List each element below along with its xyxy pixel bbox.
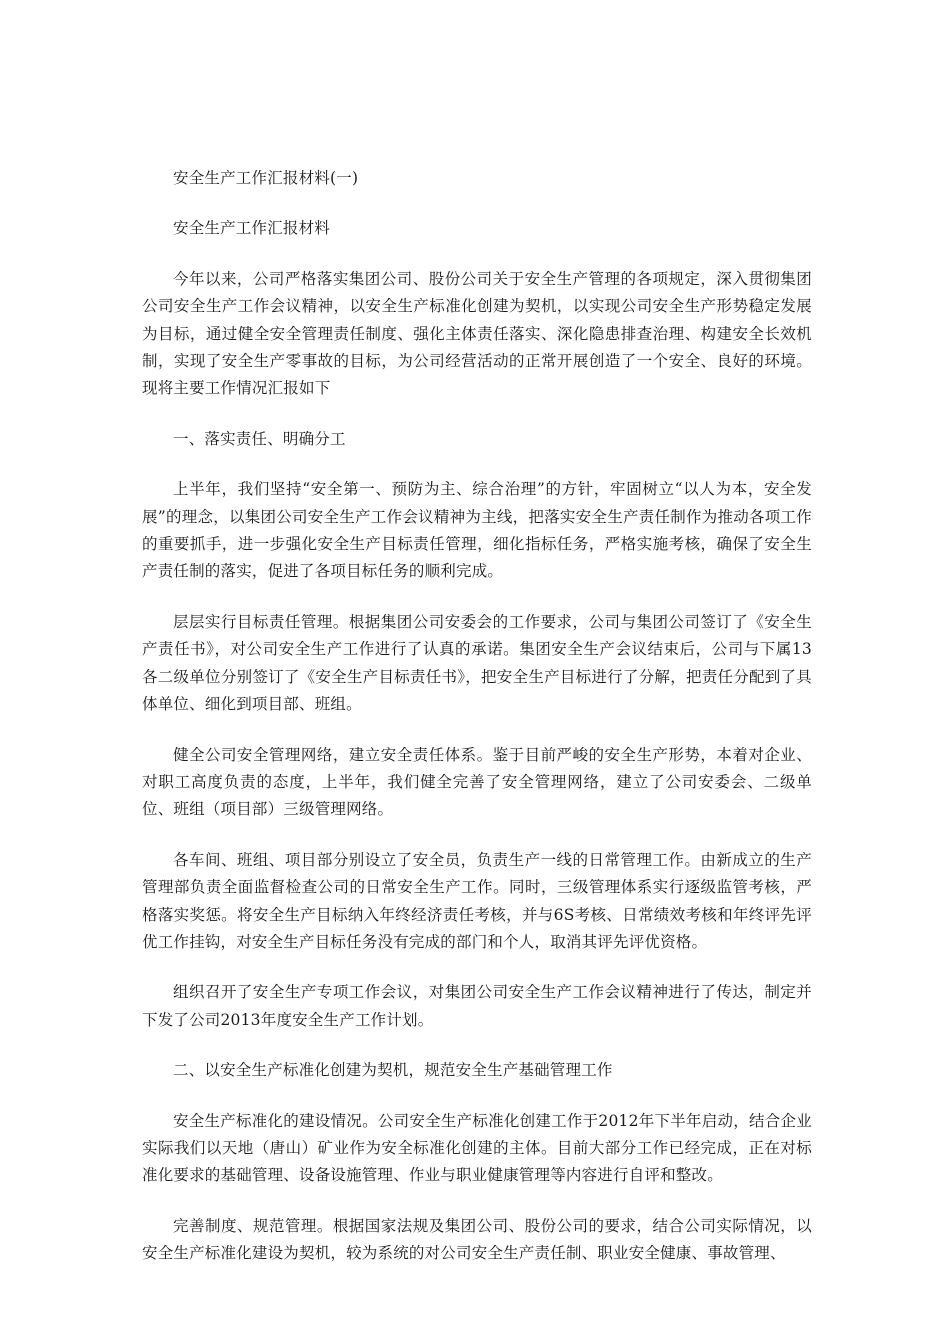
document-page — [142, 165, 812, 1268]
paragraph-safety-officers: 各车间、班组、项目部分别设立了安全员，负责生产一线的日常管理工作。由新成立的生产管理部负责全面监督检查公司的日常安全生产工作。同时，三级管理体系实行逐级监管考核，严格落实奖惩。将安全生产目标纳入年终经济责任考核，并与6S考核、日常绩效考核和年终评先评优工作挂钩，对安全生产目标任务没有完成的部门和个人，取消其评先评优资格。 — [142, 850, 812, 951]
paragraph-safety-network: 健全公司安全管理网络，建立安全责任体系。鉴于目前严峻的安全生产形势，本着对企业、对职工高度负责的态度，上半年，我们健全完善了安全管理网络，建立了公司安委会、二级单位、班组（项目部）三级管理网络。 — [142, 745, 812, 819]
paragraph-special-meeting: 组织召开了安全生产专项工作会议，对集团公司安全生产工作会议精神进行了传达，制定并下发了公司2013年度安全生产工作计划。 — [142, 983, 812, 1029]
document-subtitle: 安全生产工作汇报材料 — [173, 219, 331, 238]
section-heading-2: 二、以安全生产标准化创建为契机，规范安全生产基础管理工作 — [173, 1061, 613, 1080]
paragraph-improve-system: 完善制度、规范管理。根据国家法规及集团公司、股份公司的要求，结合公司实际情况，以安全生产标准化建设为契机，较为系统的对公司安全生产责任制、职业安全健康、事故管理、 — [142, 1216, 812, 1263]
document-title: 安全生产工作汇报材料(一) — [173, 169, 359, 187]
paragraph-target-responsibility: 层层实行目标责任管理。根据集团公司安委会的工作要求，公司与集团公司签订了《安全生产责任书》，对公司安全生产工作进行了认真的承诺。集团安全生产会议结束后，公司与下属13各二级单位分别签订了《安全生产目标责任书》，把安全生产目标进行了分解，把责任分配到了具体单位、细化到项目部、班组。 — [142, 612, 812, 714]
paragraph-standardization: 安全生产标准化的建设情况。公司安全生产标准化创建工作于2012年下半年启动，结合企业实际我们以天地（唐山）矿业作为安全标准化创建的主体。目前大部分工作已经完成，正在对标准化要求的基础管理、设备设施管理、作业与职业健康管理等内容进行自评和整改。 — [142, 1111, 812, 1185]
paragraph-policy: 上半年，我们坚持“安全第一、预防为主、综合治理”的方针，牢固树立“以人为本，安全发展”的理念，以集团公司安全生产工作会议精神为主线，把落实安全生产责任制作为推动各项工作的重要抓手，进一步强化安全生产目标责任管理，细化指标任务，严格实施考核，确保了安全生产责任制的落实，促进了各项目标任务的顺利完成。 — [142, 480, 812, 581]
paragraph-intro: 今年以来，公司严格落实集团公司、股份公司关于安全生产管理的各项规定，深入贯彻集团公司安全生产工作会议精神，以安全生产标准化创建为契机，以实现公司安全生产形势稳定发展为目标，通过健全安全管理责任制度、强化主体责任落实、深化隐患排查治理、构建安全长效机制，实现了安全生产零事故的目标，为公司经营活动的正常开展创造了一个安全、良好的环境。现将主要工作情况汇报如下 — [142, 269, 812, 398]
section-heading-1: 一、落实责任、明确分工 — [173, 429, 346, 448]
